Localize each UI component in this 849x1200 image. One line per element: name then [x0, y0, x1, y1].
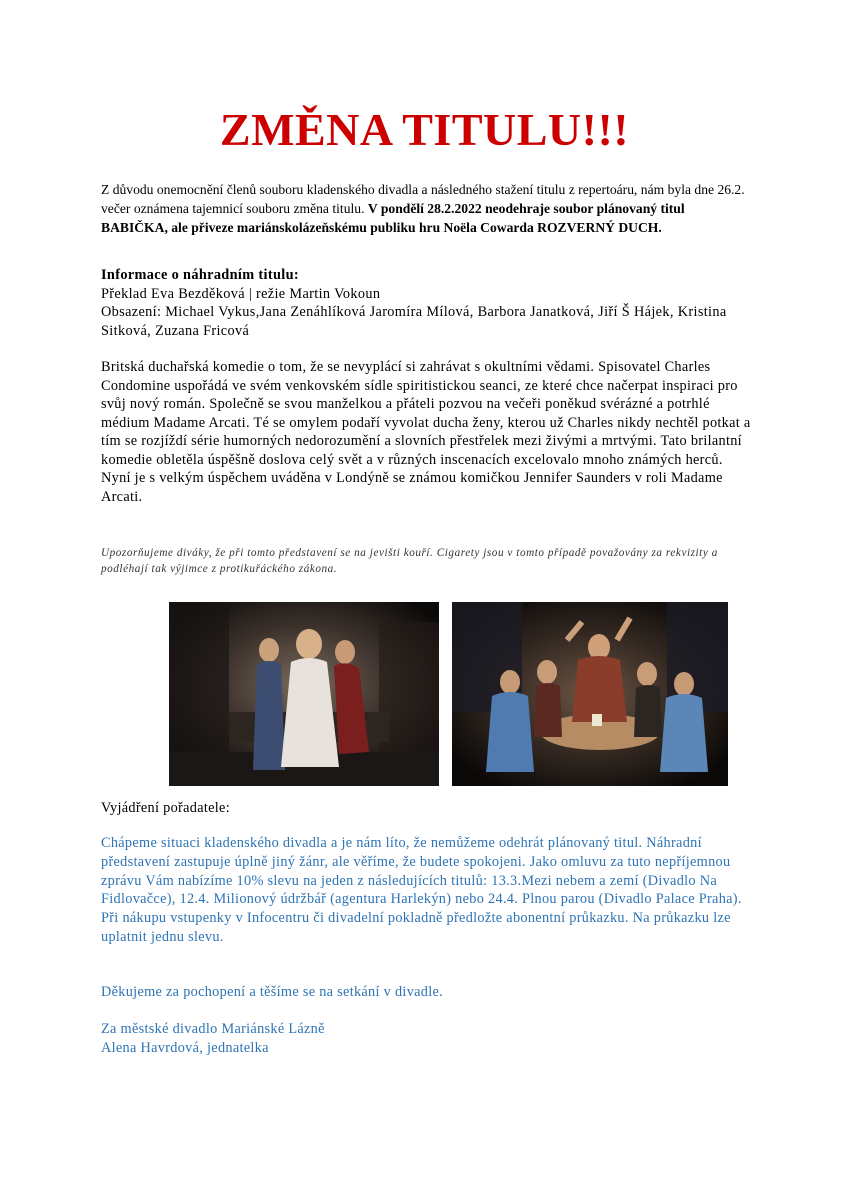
thanks-text: Děkujeme za pochopení a těšíme se na setkání v divadle. [101, 984, 444, 1000]
smoking-notice: Upozorňujeme diváky, že při tomto představení se na jevišti kouří. Cigarety jsou v tomto případě považovány za rekvizity a podléhají tak výjimce z protikuřáckého zákona. [101, 547, 718, 575]
stage-photo-1 [169, 602, 439, 786]
signature [101, 1020, 325, 1058]
signature-organization: Za městské divadlo Mariánské Lázně [101, 1021, 325, 1037]
replacement-info [101, 266, 751, 340]
intro-bold-text: V pondělí 28.2.2022 neodehraje soubor plánovaný titul BABIČKA, ale přiveze mariánskolázeňskému publiku hru Noëla Cowarda ROZVERNÝ DUCH. [101, 201, 685, 235]
stage-photo-2 [452, 602, 728, 786]
page-title: ZMĚNA TITULU!!! [219, 104, 630, 155]
info-cast: Obsazení: Michael Vykus,Jana Zenáhlíková Jaromíra Mílová, Barbora Janatková, Jiří Š Hájek, Kristina Sitková, Zuzana Fricová [101, 304, 727, 339]
info-heading: Informace o náhradním titulu: [101, 267, 299, 283]
signature-name: Alena Havrdová, jednatelka [101, 1040, 269, 1056]
organizer-statement: Chápeme situaci kladenského divadla a je nám líto, že nemůžeme odehrát plánovaný titul. Náhradní představení zastupuje úplně jiný žánr, ale věříme, že budete spokojeni. Jako omluvu za tuto nepříjemnou zprávu Vám nabízíme 10% slevu na jeden z následujících titulů: 13.3.Mezi nebem a zemí (Divadlo Na Fidlovačce), 12.4. Milionový údržbář (agentura Harlekýn) nebo 24.4. Plnou parou (Divadlo Palace Praha). Při nákupu vstupenky v Infocentru či divadelní pokladně předložte abonentní průkazku. Na průkazku lze uplatnit jednu slevu. [101, 835, 742, 945]
intro-paragraph [101, 180, 751, 237]
organizer-heading: Vyjádření pořadatele: [101, 800, 230, 816]
intro-text: Z důvodu onemocnění členů souboru kladenského divadla a následného stažení titulu z repertoáru, nám byla dne 26.2. večer oznámena tajemnicí souboru změna titulu. [101, 182, 745, 216]
info-credits: Překlad Eva Bezděková | režie Martin Vokoun [101, 285, 381, 302]
play-description: Britská duchařská komedie o tom, že se nevyplácí si zahrávat s okultními vědami. Spisovatel Charles Condomine uspořádá ve svém venkovském sídle spiritistickou seanci, ze které chce načerpat inspiraci pro svůj nový román. Společně se svou manželkou a přáteli pozvou na večeři poněkud svérázné a potrhlé médium Madame Arcati. Té se omylem podaří vyvolat ducha ženy, kterou už Charles nikdy nechtěl potkat a tím se rozjíždí série humorných nedorozumění a slovních přestřelek mezi živými a mrtvými. Tato brilantní komedie obletěla úspěšně doslova celý svět a v různých inscenacích excelovalo mnoho známých herců. Nyní je s velkým úspěchem uváděna v Londýně se známou komičkou Jennifer Saunders v roli Madame Arcati. [101, 359, 751, 505]
